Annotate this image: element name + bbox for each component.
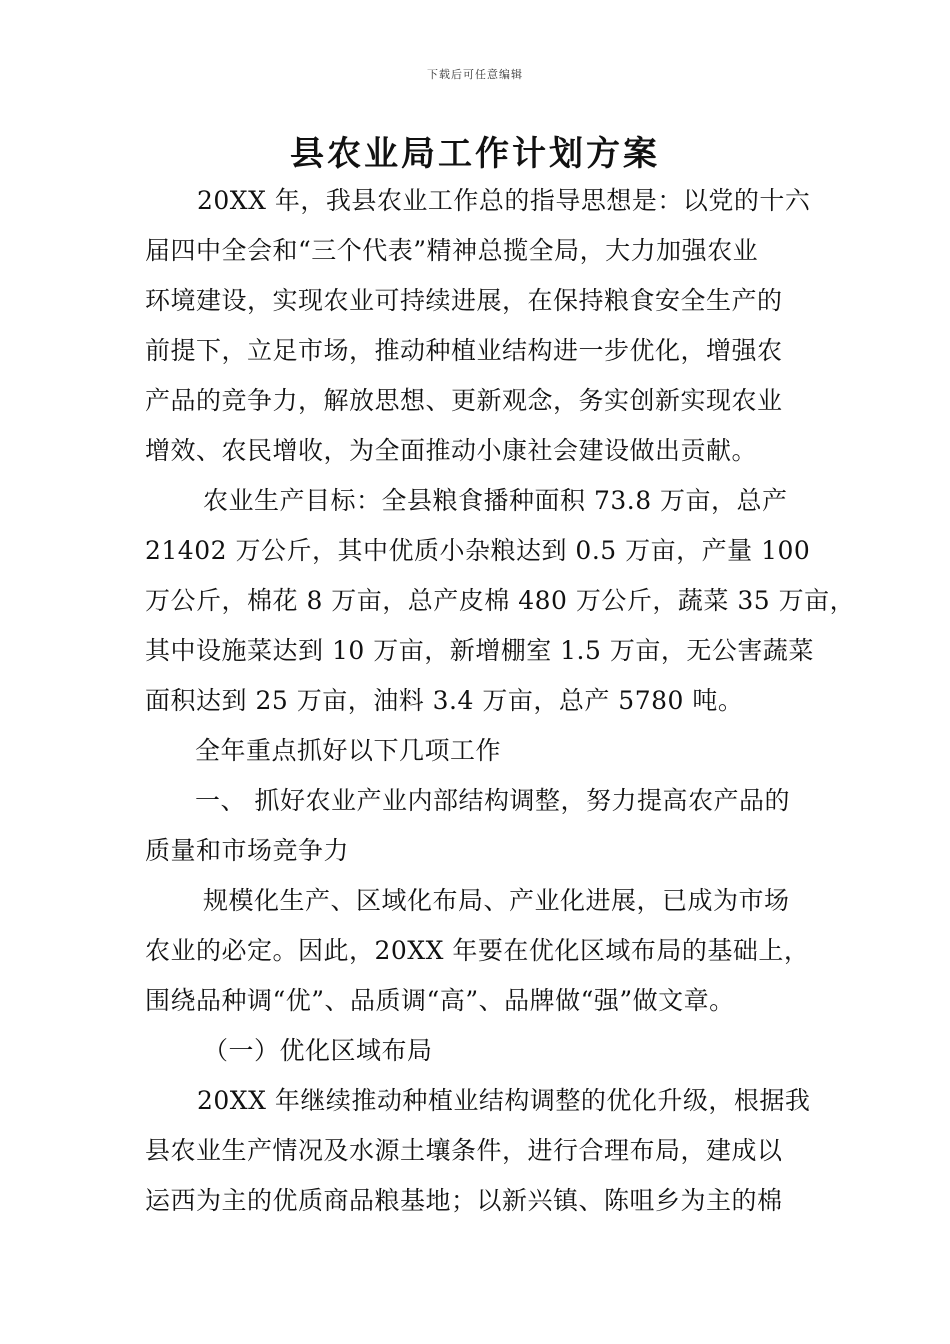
- paragraph-line: 届四中全会和“三个代表”精神总揽全局，大力加强农业: [145, 236, 759, 265]
- paragraph-line: 运西为主的优质商品粮基地；以新兴镇、陈咀乡为主的棉: [145, 1186, 783, 1215]
- paragraph-line: 县农业生产情况及水源土壤条件，进行合理布局，建成以: [145, 1136, 783, 1165]
- subsection-heading-line: （一）优化区域布局: [203, 1036, 433, 1065]
- paragraph-line: 面积达到 25 万亩，油料 3.4 万亩，总产 5780 吨。: [145, 686, 744, 715]
- paragraph-line: 20XX 年，我县农业工作总的指导思想是：以党的十六: [197, 186, 811, 215]
- paragraph-line: 规模化生产、区域化布局、产业化进展，已成为市场: [203, 886, 790, 915]
- paragraph-line: 其中设施菜达到 10 万亩，新增棚室 1.5 万亩，无公害蔬菜: [145, 636, 814, 665]
- document-title: 县农业局工作计划方案: [290, 134, 660, 174]
- paragraph-line: 万公斤，棉花 8 万亩，总产皮棉 480 万公斤，蔬菜 35 万亩，: [145, 586, 856, 615]
- section-heading-line: 质量和市场竞争力: [145, 836, 350, 865]
- paragraph-line: 农业的必定。因此，20XX 年要在优化区域布局的基础上，: [145, 936, 810, 965]
- paragraph-line: 前提下，立足市场，推动种植业结构进一步优化，增强农: [145, 336, 783, 365]
- document-body: [145, 176, 856, 1226]
- paragraph-line: 20XX 年继续推动种植业结构调整的优化升级，根据我: [197, 1086, 811, 1115]
- paragraph-line: 21402 万公斤，其中优质小杂粮达到 0.5 万亩，产量 100: [145, 536, 811, 565]
- paragraph-line: 产品的竞争力，解放思想、更新观念，务实创新实现农业: [145, 386, 783, 415]
- header-note: 下载后可任意编辑: [427, 68, 523, 81]
- paragraph-line: 增效、农民增收，为全面推动小康社会建设做出贡献。: [145, 436, 758, 465]
- paragraph-line: 环境建设，实现农业可持续进展，在保持粮食安全生产的: [145, 286, 783, 315]
- section-heading-line: 一、 抓好农业产业内部结构调整，努力提高农产品的: [195, 786, 790, 815]
- paragraph-line: 全年重点抓好以下几项工作: [195, 736, 502, 765]
- paragraph-line: 农业生产目标：全县粮食播种面积 73.8 万亩，总产: [203, 486, 788, 515]
- paragraph-line: 围绕品种调“优”、品质调“高”、品牌做“强”做文章。: [145, 986, 735, 1015]
